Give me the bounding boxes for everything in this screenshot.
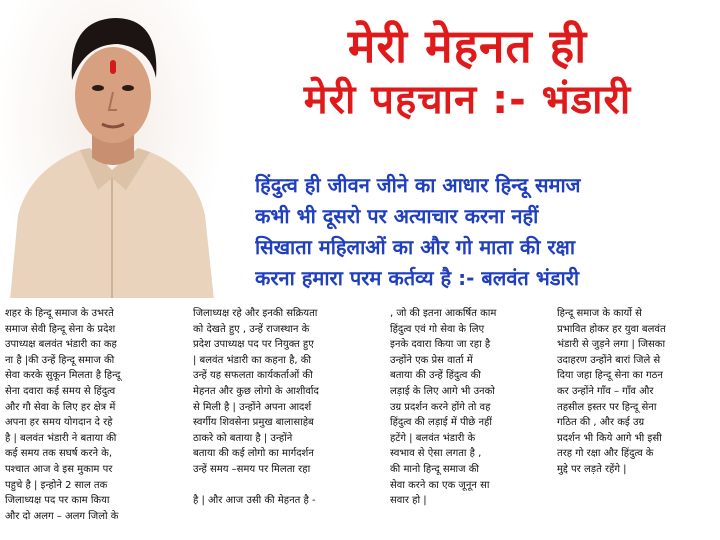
article-line: जिलाध्यक्ष रहे और इनकी सक्रियता	[193, 308, 318, 319]
article-line: मेहनत और कुछ लोगो के आशीर्वाद	[193, 385, 319, 397]
article-line: लड़ाई के लिए आगे भी उनको	[390, 385, 495, 397]
quote-line: हिंदुत्व ही जीवन जीने का आधार हिन्दू समाज	[255, 173, 581, 197]
article-line: कर उन्होंने गाँव – गाँव और	[557, 385, 654, 397]
article-line: और दो अलग – अलग जिलो के	[5, 510, 119, 522]
article-line	[193, 478, 376, 494]
article-line: हटेंगे | बलवंत भंडारी के	[390, 432, 476, 444]
article-line: उन्हें यह सफलता कार्यकर्ताओं की	[193, 370, 313, 382]
article-line: शहर के हिन्दू समाज के उभरते	[5, 308, 114, 319]
article-line: है | बलवंत भंडारी ने बताया की	[5, 432, 117, 444]
article-line: स्वर्गीय शिवसेना प्रमुख बालासाहेब	[193, 417, 314, 429]
article-line: मुद्दे पर लड़ते रहेंगे |	[557, 463, 627, 475]
article-line: , जो की इतना आकर्षित काम	[390, 308, 497, 319]
article-line: उन्होंने एक प्रेस वार्ता में	[390, 354, 473, 366]
headline	[215, 18, 720, 126]
quote-line: करना हमारा परम कर्तव्य है :- बलवंत भंडारी	[255, 266, 580, 290]
article-line: की मानो हिन्दू समाज की	[390, 463, 480, 475]
article-line: उदाहरण उन्होंने बारां जिले से	[557, 354, 661, 366]
headline-line-2: मेरी पहचान :- भंडारी	[303, 77, 632, 123]
article-line: हिंदुत्व की लड़ाई में पीछे नहीं	[390, 417, 492, 429]
headline-line-1: मेरी मेहनत ही	[347, 19, 588, 73]
portrait-photo	[0, 0, 218, 300]
article-line: उपाध्यक्ष बलवंत भंडारी का कह	[5, 339, 117, 351]
article-line: सेना दवारा कई समय से हिंदुत्व	[5, 385, 116, 397]
article-line: स्वभाव से ऐसा लगता है ,	[390, 448, 482, 460]
article-line: दिया जहा हिन्दू सेना का गठन	[557, 370, 663, 382]
article-line: अपना हर समय योगदान दे रहे	[5, 417, 113, 429]
article-line: हिंदुत्व एवं गो सेवा के लिए	[390, 323, 485, 335]
article-line: हिन्दू समाज के कार्यो से	[557, 308, 642, 319]
article-line: समाज सेवी हिन्दू सेना के प्रदेश	[5, 323, 116, 335]
article-line: को देखते हुए , उन्हें राजस्थान के	[193, 323, 310, 335]
article-line: पश्चात आज वे इस मुकाम पर	[5, 463, 113, 475]
article-line: गठित की , और कई उग्र	[557, 417, 645, 429]
article-line: सेवा करने का एक जूनून सा	[390, 479, 490, 491]
article-line: ठाकरे को बताया है | उन्होंने	[193, 432, 293, 444]
person-illustration	[0, 0, 218, 300]
article-line: इनके दवारा किया जा रहा है	[390, 339, 491, 351]
quote-line: सिखाता महिलाओं का और गो माता की रक्षा	[255, 235, 576, 259]
article-line: भंडारी से जुड़ने लगा | जिसका	[557, 339, 666, 351]
article-line: | बलवंत भंडारी का कहना है, की	[193, 354, 312, 366]
article-line: प्रभावित होकर हर युवा बलवंत	[557, 323, 666, 335]
article-line: प्रदर्शन भी किये आगे भी इसी	[557, 432, 662, 444]
article-body	[0, 298, 720, 540]
article-line: सेवा करके सुकून मिलता है हिन्दू	[5, 370, 121, 382]
article-column-3	[390, 306, 552, 509]
article-line: तरह गो रक्षा और हिंदुत्व के	[557, 448, 654, 460]
article-column-4	[557, 306, 715, 478]
article-line: बताया की उन्हें हिंदुत्व की	[390, 370, 481, 382]
article-line: प्रदेश उपाध्यक्ष पद पर नियुक्त हुए	[193, 339, 314, 351]
article-line: सवार हो |	[390, 495, 427, 507]
article-column-1	[5, 306, 167, 524]
article-line: कई समय तक सघर्ष करने के,	[5, 448, 113, 460]
article-column-2	[193, 306, 376, 509]
quote-block	[255, 170, 715, 294]
quote-line: कभी भी दूसरो पर अत्याचार करना नहीं	[255, 204, 539, 228]
article-line: तहसील इस्तर पर हिन्दू सेना	[557, 401, 657, 413]
article-line: से मिली है | उन्होंने अपना आदर्श	[193, 401, 312, 413]
article-line: उग्र प्रदर्शन करने होंगे तो वह	[390, 401, 491, 413]
article-line: और गौ सेवा के लिए हर क्षेत्र में	[5, 401, 116, 413]
article-line: उन्हें समय –समय पर मिलता रहा	[193, 463, 311, 475]
article-line: पहुचे है | इन्होने 2 साल तक	[5, 479, 108, 491]
article-line: ना है |की उन्हें हिन्दू समाज की	[5, 354, 115, 366]
article-line: बताया की कई लोगो का मार्गदर्शन	[193, 448, 314, 460]
article-line: है | और आज उसी की मेहनत है -	[193, 495, 316, 507]
article-line: जिलाध्यक्ष पद पर काम किया	[5, 495, 110, 507]
